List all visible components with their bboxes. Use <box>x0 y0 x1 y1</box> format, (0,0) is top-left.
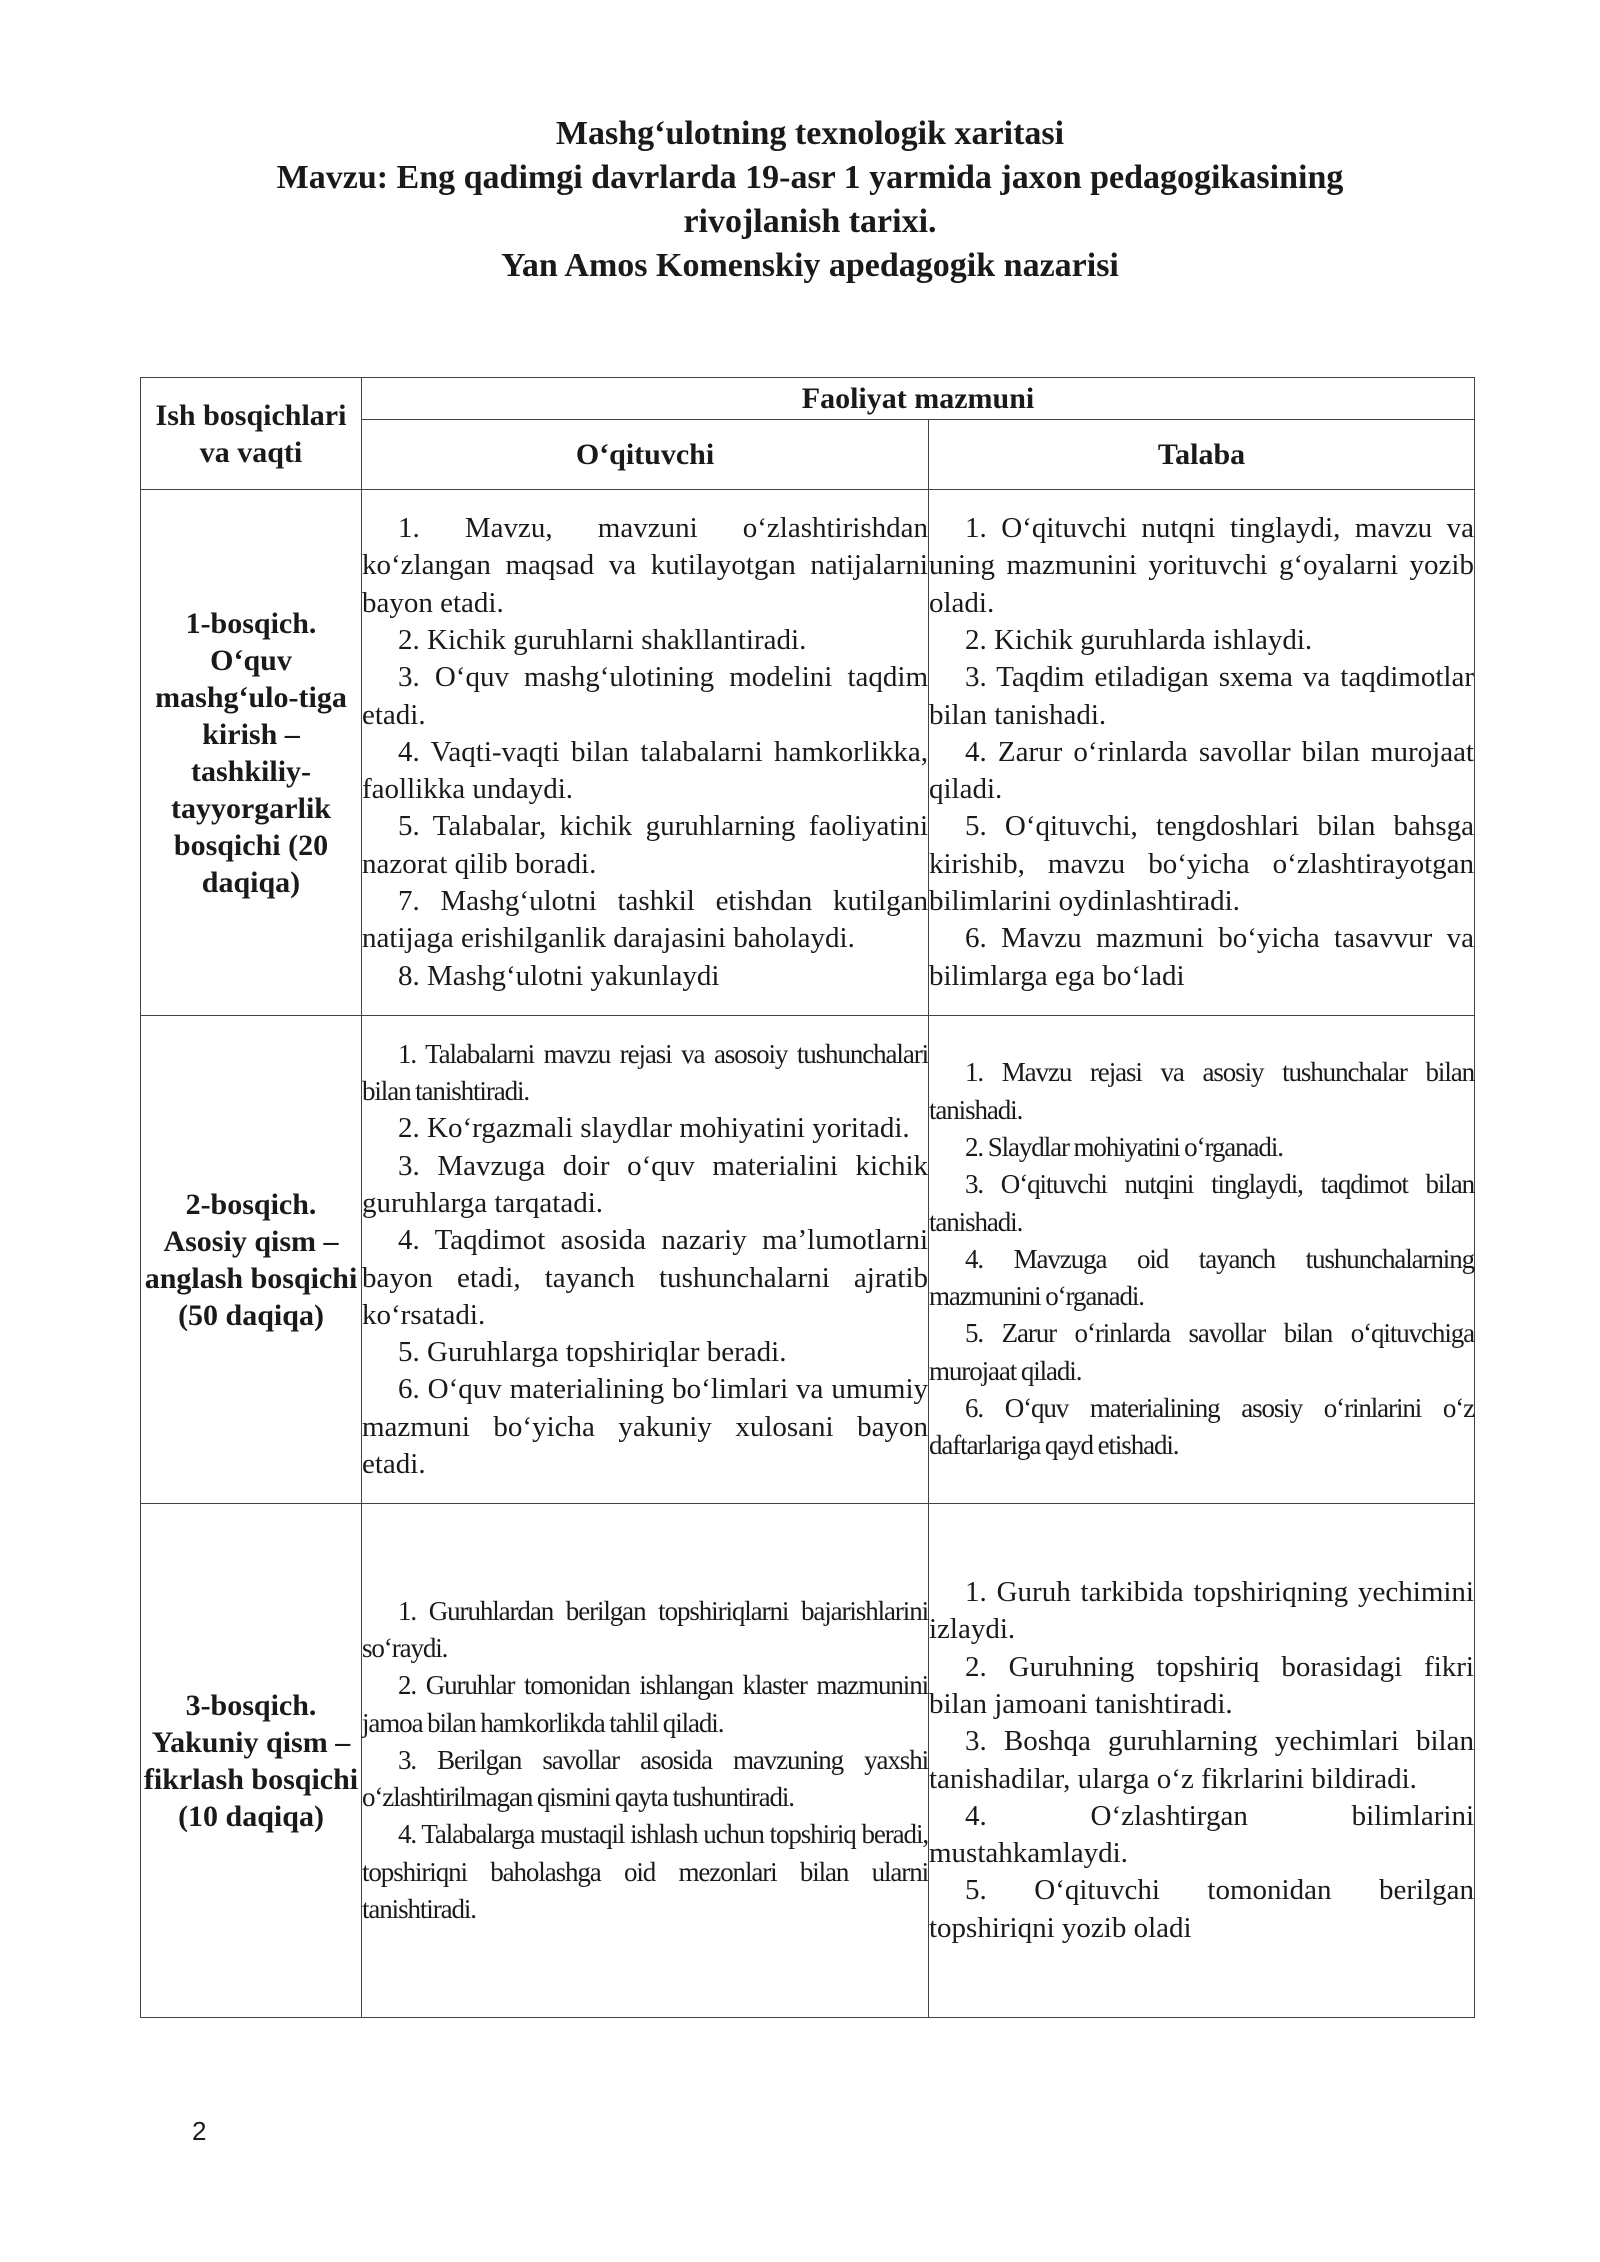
list-item: 4. Mavzuga oid tayanch tushunchalarning mazmunini o‘rganadi. <box>929 1243 1474 1312</box>
stage-cell: 1-bosqich. O‘quv mashg‘ulo-tiga kirish – tashkiliy-tayyorgarlik bosqichi (20 daqiqa) <box>141 490 362 1016</box>
list-item: 5. Talabalar, kichik guruhlarning faoliyatini nazorat qilib boradi. <box>362 810 928 880</box>
document-title <box>140 112 1480 288</box>
teacher-activities-cell <box>362 1504 929 2018</box>
list-item: 4. O‘zlashtirgan bilimlarini mustahkamlaydi. <box>929 1799 1474 1870</box>
list-item: 1. Talabalarni mavzu rejasi va asosoiy tushunchalari bilan tanishtiradi. <box>362 1038 928 1107</box>
list-item: 1. Guruhlardan berilgan topshiriqlarni bajarishlarini so‘raydi. <box>362 1595 928 1663</box>
list-item: 4. Zarur o‘rinlarda savollar bilan murojaat qiladi. <box>929 735 1474 806</box>
list-item: 3. O‘quv mashg‘ulotining modelini taqdim etadi. <box>362 661 928 731</box>
list-item: 4. Talabalarga mustaqil ishlash uchun topshiriq beradi, topshiriqni baholashga oid mezonlari bilan ularni tanishtiradi. <box>362 1819 928 1925</box>
list-item: 2. Slaydlar mohiyatini o‘rganadi. <box>965 1131 1283 1162</box>
page-number: 2 <box>192 2116 207 2146</box>
list-item: 6. O‘quv materialining bo‘limlari va umumiy mazmuni bo‘yicha yakuniy xulosani bayon etadi. <box>362 1373 928 1480</box>
list-item: 6. O‘quv materialining asosiy o‘rinlarini o‘z daftarlariga qayd etishadi. <box>929 1393 1474 1461</box>
list-item: 6. Mavzu mazmuni bo‘yicha tasavvur va bilimlarga ega bo‘ladi <box>929 922 1474 992</box>
list-item: 2. Guruhning topshiriq borasidagi fikri bilan jamoani tanishtiradi. <box>929 1650 1474 1720</box>
list-item: 2. Ko‘rgazmali slaydlar mohiyatini yoritadi. <box>398 1112 910 1145</box>
list-item: 4. Taqdimot asosida nazariy ma’lumotlarni bayon etadi, tayanch tushunchalarni ajratib ko‘rsatadi. <box>362 1224 928 1331</box>
list-item: 7. Mashg‘ulotni tashkil etishdan kutilgan natijaga erishilganlik darajasini baholaydi. <box>362 885 928 955</box>
list-item: 2. Guruhlar tomonidan ishlangan klaster mazmunini jamoa bilan hamkorlikda tahlil qiladi. <box>362 1670 928 1738</box>
list-item: 2. Kichik guruhlarni shakllantiradi. <box>398 623 807 656</box>
table-row <box>141 1504 1475 2018</box>
student-activities-cell <box>929 1504 1475 2018</box>
list-item: 3. Taqdim etiladigan sxema va taqdimotlar bilan tanishadi. <box>929 661 1474 731</box>
list-item: 1. Mavzu rejasi va asosiy tushunchalar bilan tanishadi. <box>929 1057 1474 1125</box>
list-item: 5. Zarur o‘rinlarda savollar bilan o‘qituvchiga murojaat qiladi. <box>929 1318 1474 1386</box>
list-item: 3. Boshqa guruhlarning yechimlari bilan tanishadilar, ularga o‘z fikrlarini bildiradi. <box>929 1725 1474 1795</box>
stage-cell: 2-bosqich. Asosiy qism – anglash bosqichi (50 daqiqa) <box>141 1016 362 1504</box>
title-line-2: Mavzu: Eng qadimgi davrlarda 19-asr 1 yarmida jaxon pedagogikasining <box>276 159 1344 196</box>
header-stage-column: Ish bosqichlari va vaqti <box>141 378 362 490</box>
table-row <box>141 490 1475 1016</box>
list-item: 1. O‘qituvchi nutqni tinglaydi, mavzu va uning mazmunini yorituvchi g‘oyalarni yozib oladi. <box>929 512 1474 619</box>
list-item: 8. Mashg‘ulotni yakunlaydi <box>398 959 720 992</box>
title-line-4: Yan Amos Komenskiy apedagogik nazarisi <box>501 247 1119 284</box>
list-item: 1. Mavzu, mavzuni o‘zlashtirishdan ko‘zlangan maqsad va kutilayotgan natijalarni bayon etadi. <box>362 512 928 619</box>
title-line-1: Mashg‘ulotning texnologik xaritasi <box>555 115 1065 152</box>
list-item: 3. Berilgan savollar asosida mavzuning yaxshi o‘zlashtirilmagan qismini qayta tushuntiradi. <box>362 1744 928 1813</box>
teacher-activities-cell <box>362 490 929 1016</box>
table-row <box>141 1016 1475 1504</box>
student-activities-cell <box>929 490 1475 1016</box>
list-item: 5. O‘qituvchi, tengdoshlari bilan bahsga kirishib, mavzu bo‘yicha o‘zlashtirayotgan bilimlarini oydinlashtiradi. <box>929 810 1474 918</box>
technology-map-table <box>140 377 1475 2018</box>
student-activities-cell <box>929 1016 1475 1504</box>
list-item: 4. Vaqti-vaqti bilan talabalarni hamkorlikka, faollikka undaydi. <box>362 735 928 806</box>
list-item: 5. Guruhlarga topshiriqlar beradi. <box>398 1336 787 1369</box>
list-item: 5. O‘qituvchi tomonidan berilgan topshiriqni yozib oladi <box>929 1874 1474 1944</box>
header-student-column: Talaba <box>929 420 1475 490</box>
teacher-activities-cell <box>362 1016 929 1504</box>
list-item: 3. O‘qituvchi nutqini tinglaydi, taqdimot bilan tanishadi. <box>929 1169 1474 1237</box>
list-item: 3. Mavzuga doir o‘quv materialini kichik guruhlarga tarqatadi. <box>362 1149 928 1219</box>
header-activity-group: Faoliyat mazmuni <box>362 378 1475 420</box>
stage-cell: 3-bosqich. Yakuniy qism – fikrlash bosqichi (10 daqiqa) <box>141 1504 362 2018</box>
list-item: 1. Guruh tarkibida topshiriqning yechimini izlaydi. <box>929 1576 1474 1646</box>
title-line-3: rivojlanish tarixi. <box>683 203 937 240</box>
header-teacher-column: O‘qituvchi <box>362 420 929 490</box>
list-item: 2. Kichik guruhlarda ishlaydi. <box>965 623 1313 656</box>
